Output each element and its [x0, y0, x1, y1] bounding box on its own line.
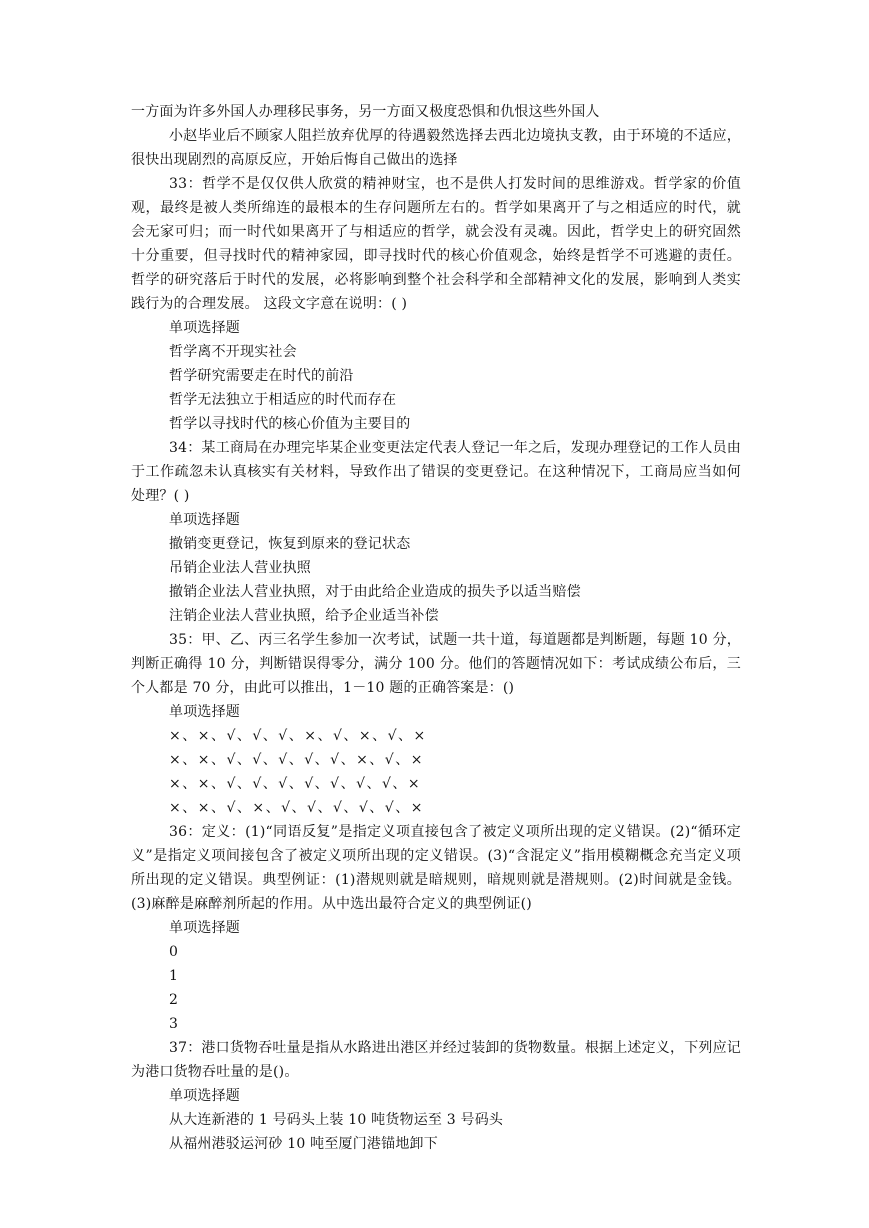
question-type: 单项选择题 [169, 320, 240, 336]
option-item: 吊销企业法人营业执照 [169, 560, 311, 576]
prev-option-fragment: 一方面为许多外国人办理移民事务，另一方面又极度恐惧和仇恨这些外国人 [131, 104, 600, 120]
option-item: ×、×、√、×、√、√、√、√、√、× [169, 800, 424, 816]
option-item: 3 [169, 1016, 179, 1032]
question-37 [131, 1036, 741, 1156]
option-item: 0 [169, 944, 179, 960]
question-type: 单项选择题 [169, 920, 240, 936]
question-type: 单项选择题 [169, 1088, 240, 1104]
option-item: 哲学以寻找时代的核心价值为主要目的 [169, 416, 411, 432]
question-stem: 37：港口货物吞吐量是指从水路进出港区并经过装卸的货物数量。根据上述定义，下列应记为港口货物吞吐量的是()。 [131, 1040, 742, 1080]
question-36 [131, 820, 741, 1036]
option-item: 1 [169, 968, 179, 984]
option-item: 2 [169, 992, 179, 1008]
question-stem: 35：甲、乙、丙三名学生参加一次考试，试题一共十道，每道题都是判断题，每题 10 分，判断正确得 10 分，判断错误得零分，满分 100 分。他们的答题情况如下：考试成绩公布后，三个人都是 70 分，由此可以推出，1－10 题的正确答案是：() [131, 632, 741, 696]
option-item: ×、×、√、√、√、√、√、×、√、× [169, 752, 424, 768]
option-item: ×、×、√、√、√、√、√、√、√、× [169, 776, 422, 792]
question-type: 单项选择题 [169, 704, 240, 720]
question-33 [131, 172, 741, 436]
question-stem: 33：哲学不是仅仅供人欣赏的精神财宝，也不是供人打发时间的思维游戏。哲学家的价值观，最终是被人类所绵连的最根本的生存问题所左右的。哲学如果离开了与之相适应的时代，就会无家可归；而一时代如果离开了与相适应的哲学，就会没有灵魂。因此，哲学史上的研究固然十分重要，但寻找时代的精神家园，即寻找时代的核心价值观念，始终是哲学不可逃避的责任。哲学的研究落后于时代的发展，必将影响到整个社会科学和全部精神文化的发展，影响到人类实践行为的合理发展。 这段文字意在说明：( ) [131, 176, 741, 312]
question-34 [131, 436, 741, 628]
question-35 [131, 628, 741, 820]
option-item: 哲学研究需要走在时代的前沿 [169, 368, 354, 384]
option-item: 撤销企业法人营业执照，对于由此给企业造成的损失予以适当赔偿 [169, 584, 581, 600]
option-item: 撤销变更登记，恢复到原来的登记状态 [169, 536, 411, 552]
option-item: ×、×、√、√、√、×、√、×、√、× [169, 728, 427, 744]
question-type: 单项选择题 [169, 512, 240, 528]
option-item: 哲学无法独立于相适应的时代而存在 [169, 392, 397, 408]
question-stem: 34：某工商局在办理完毕某企业变更法定代表人登记一年之后，发现办理登记的工作人员由于工作疏忽未认真核实有关材料，导致作出了错误的变更登记。在这种情况下，工商局应当如何处理？( ) [131, 440, 742, 504]
option-item: 从大连新港的 1 号码头上装 10 吨货物运至 3 号码头 [169, 1112, 504, 1128]
option-item: 注销企业法人营业执照，给予企业适当补偿 [169, 608, 439, 624]
prev-option-fragment-2: 小赵毕业后不顾家人阻拦放弃优厚的待遇毅然选择去西北边境执支教，由于环境的不适应，很快出现剧烈的高原反应，开始后悔自己做出的选择 [131, 128, 741, 168]
option-item: 从福州港驳运河砂 10 吨至厦门港锚地卸下 [169, 1136, 438, 1152]
document-body [131, 100, 741, 1156]
option-item: 哲学离不开现实社会 [169, 344, 297, 360]
question-stem: 36：定义：(1)“同语反复”是指定义项直接包含了被定义项所出现的定义错误。(2)“循环定义”是指定义项间接包含了被定义项所出现的定义错误。(3)“含混定义”指用模糊概念充当定义项所出现的定义错误。典型例证：(1)潜规则就是暗规则，暗规则就是潜规则。(2)时间就是金钱。(3)麻醉是麻醉剂所起的作用。从中选出最符合定义的典型例证() [131, 824, 741, 912]
